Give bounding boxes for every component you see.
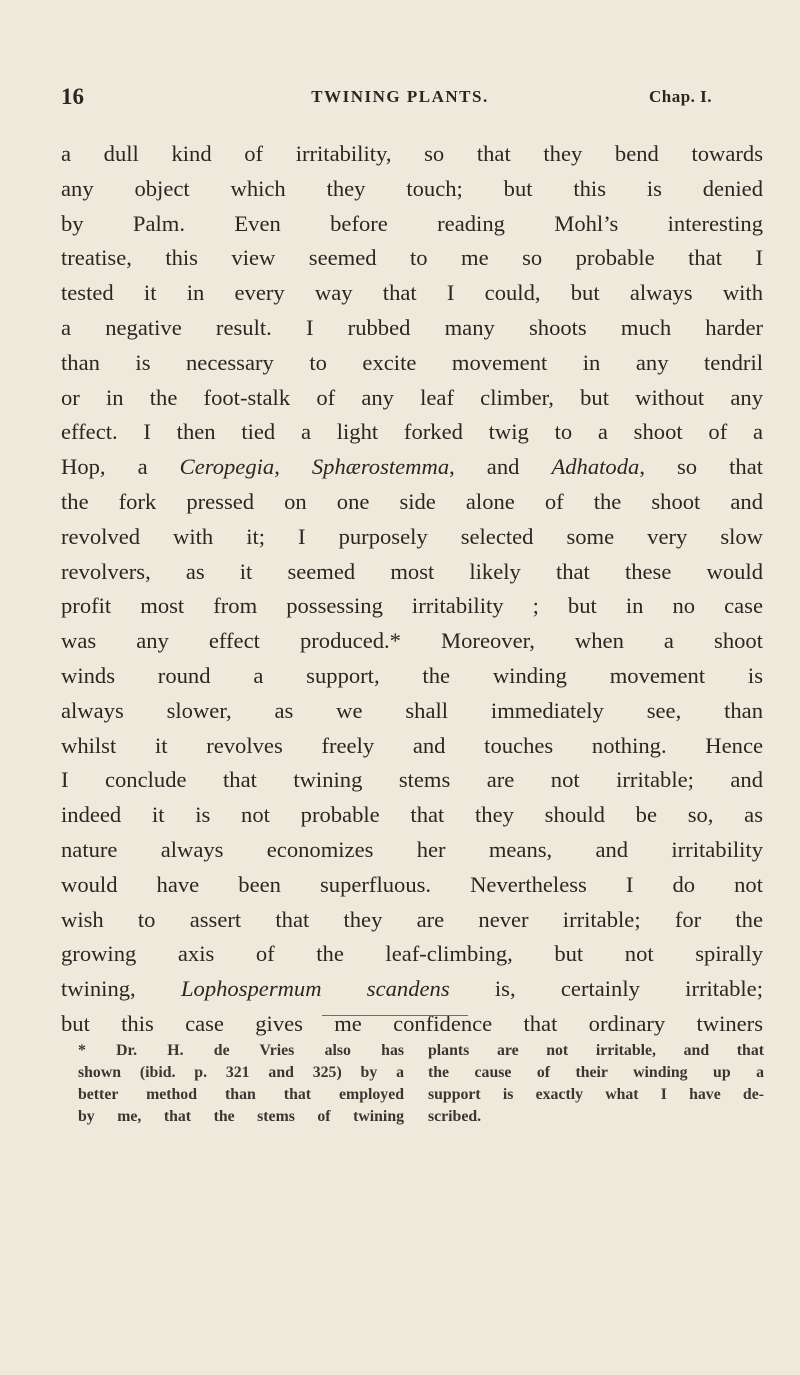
text-line: wish to assert that they are never irritable; for the [61, 906, 763, 932]
footnote-line: scribed. [428, 1108, 482, 1125]
text-line: a dull kind of irritability, so that they bend towards [61, 141, 763, 166]
text-line: Hop, a Ceropegia, Sphærostemma, and Adhatoda, so that [61, 454, 763, 480]
text-line: the fork pressed on one side alone of the shoot and [61, 488, 763, 514]
footnote-line: plants are not irritable, and that [428, 1042, 764, 1059]
text-line: profit most from possessing irritability ; but in no case [61, 593, 763, 619]
text-line: revolved with it; I purposely selected some very slow [61, 523, 763, 549]
text-line: twining, Lophospermum scandens is, certainly irritable; [61, 976, 763, 1002]
text-line: revolvers, as it seemed most likely that these would [61, 558, 763, 584]
chapter-label: Chap. I. [649, 87, 713, 106]
text-line: or in the foot-stalk of any leaf climber, but without any [61, 384, 763, 410]
page-number: 16 [61, 84, 84, 109]
body-text [61, 137, 763, 1042]
text-line: whilst it revolves freely and touches nothing. Hence [61, 732, 763, 758]
footnote-line: the cause of their winding up a [428, 1064, 764, 1081]
text-line: growing axis of the leaf-climbing, but not spirally [61, 941, 763, 967]
text-line: winds round a support, the winding movement is [61, 662, 763, 688]
footnote-left-column [78, 1040, 404, 1128]
footnote-line: by me, that the stems of twining [78, 1108, 404, 1125]
footnote-line: shown (ibid. p. 321 and 325) by a [78, 1064, 404, 1081]
footnote-line: support is exactly what I have de- [428, 1086, 764, 1103]
text-line: treatise, this view seemed to me so probable that I [61, 245, 763, 271]
text-line: any object which they touch; but this is denied [61, 175, 763, 201]
text-line: was any effect produced.* Moreover, when a shoot [61, 628, 763, 654]
footnote-rule [322, 1015, 468, 1016]
text-line: would have been superfluous. Nevertheless I do not [61, 871, 763, 897]
text-line: nature always economizes her means, and irritability [61, 836, 763, 862]
text-line: but this case gives me confidence that ordinary twiners [61, 1010, 763, 1036]
text-line: always slower, as we shall immediately see, than [61, 697, 763, 723]
text-line: by Palm. Even before reading Mohl’s interesting [61, 210, 763, 236]
text-line: effect. I then tied a light forked twig to a shoot of a [61, 419, 763, 445]
text-line: tested it in every way that I could, but always with [61, 280, 763, 306]
page-header [0, 84, 800, 114]
text-line: a negative result. I rubbed many shoots much harder [61, 314, 763, 340]
footnote-right-column [428, 1040, 764, 1128]
text-line: than is necessary to excite movement in any tendril [61, 349, 763, 375]
text-line: I conclude that twining stems are not irritable; and [61, 767, 763, 793]
footnote-line: better method than that employed [78, 1086, 404, 1103]
running-title: TWINING PLANTS. [311, 87, 489, 106]
footnote-line: * Dr. H. de Vries also has [78, 1042, 404, 1059]
text-line: indeed it is not probable that they should be so, as [61, 802, 763, 828]
